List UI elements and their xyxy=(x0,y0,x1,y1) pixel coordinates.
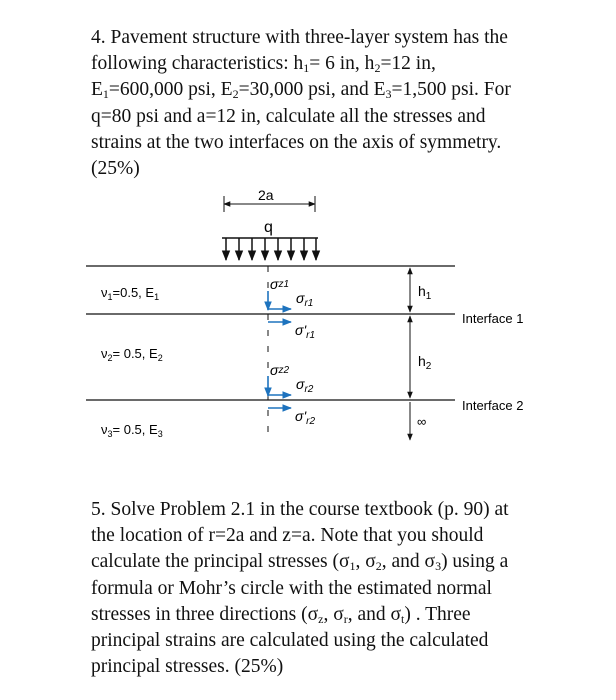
problem-4-text: 4. Pavement structure with three-layer system has the following characteristics: $h_1= 6$ in, $h_2=12$ in, $E_1=600,000$ psi, $E_2=30,000$ psi, and $E_3=1,500$ psi. For q=80 psi and a=12 in, calculate all the stresses and strains at the two interfaces on the axis of symmetry. (25%) xyxy=(91,27,511,180)
sigma-z1-label: σz1 xyxy=(270,276,290,292)
load-width-label: 2a xyxy=(258,187,274,203)
load-label: q xyxy=(264,219,273,236)
sigma-r2-label: $\sigma_{r2}$ xyxy=(296,376,314,395)
layer-1-label: $\nu_1=0.5$, $E_1$ xyxy=(101,285,160,302)
sigma-r2-prime-label: $\sigma'_{r2}$ xyxy=(295,408,316,427)
h2-label: $h_2$ xyxy=(418,353,432,372)
problem-5-text: 5. Solve Problem 2.1 in the course textbook (p. 90) at the location of r=2a and z=a. Note that you should calculate the principal stresses ($\sigma_1$, $\sigma_2$, and $\sigma_3$) using a formula or Mohr’s circle with the estimated normal stresses in three directions ($\sigma_z$, $\sigma_r$, and $\sigma_t$) . Three principal strains are calculated using the calculated principal stresses. (25%) xyxy=(91,499,509,678)
sigma-r1-label: $\sigma_{r1}$ xyxy=(296,290,314,309)
problem-5-number: 5. xyxy=(91,499,106,520)
distributed-load xyxy=(222,238,318,260)
problem-4-number: 4. xyxy=(91,27,106,48)
sigma-z2-label: σz2 xyxy=(270,362,290,378)
interface-1-label: Interface 1 xyxy=(462,311,524,326)
layer-2-label: $\nu_2= 0.5$, $E_2$ xyxy=(101,346,163,363)
h3-infinity-label: ∞ xyxy=(417,414,427,429)
h1-label: $h_1$ xyxy=(418,283,432,302)
sigma-r1-prime-label: $\sigma'_{r1}$ xyxy=(295,322,316,341)
layer-3-label: $\nu_3= 0.5$, $E_3$ xyxy=(101,422,163,439)
interface-2-label: Interface 2 xyxy=(462,398,524,413)
